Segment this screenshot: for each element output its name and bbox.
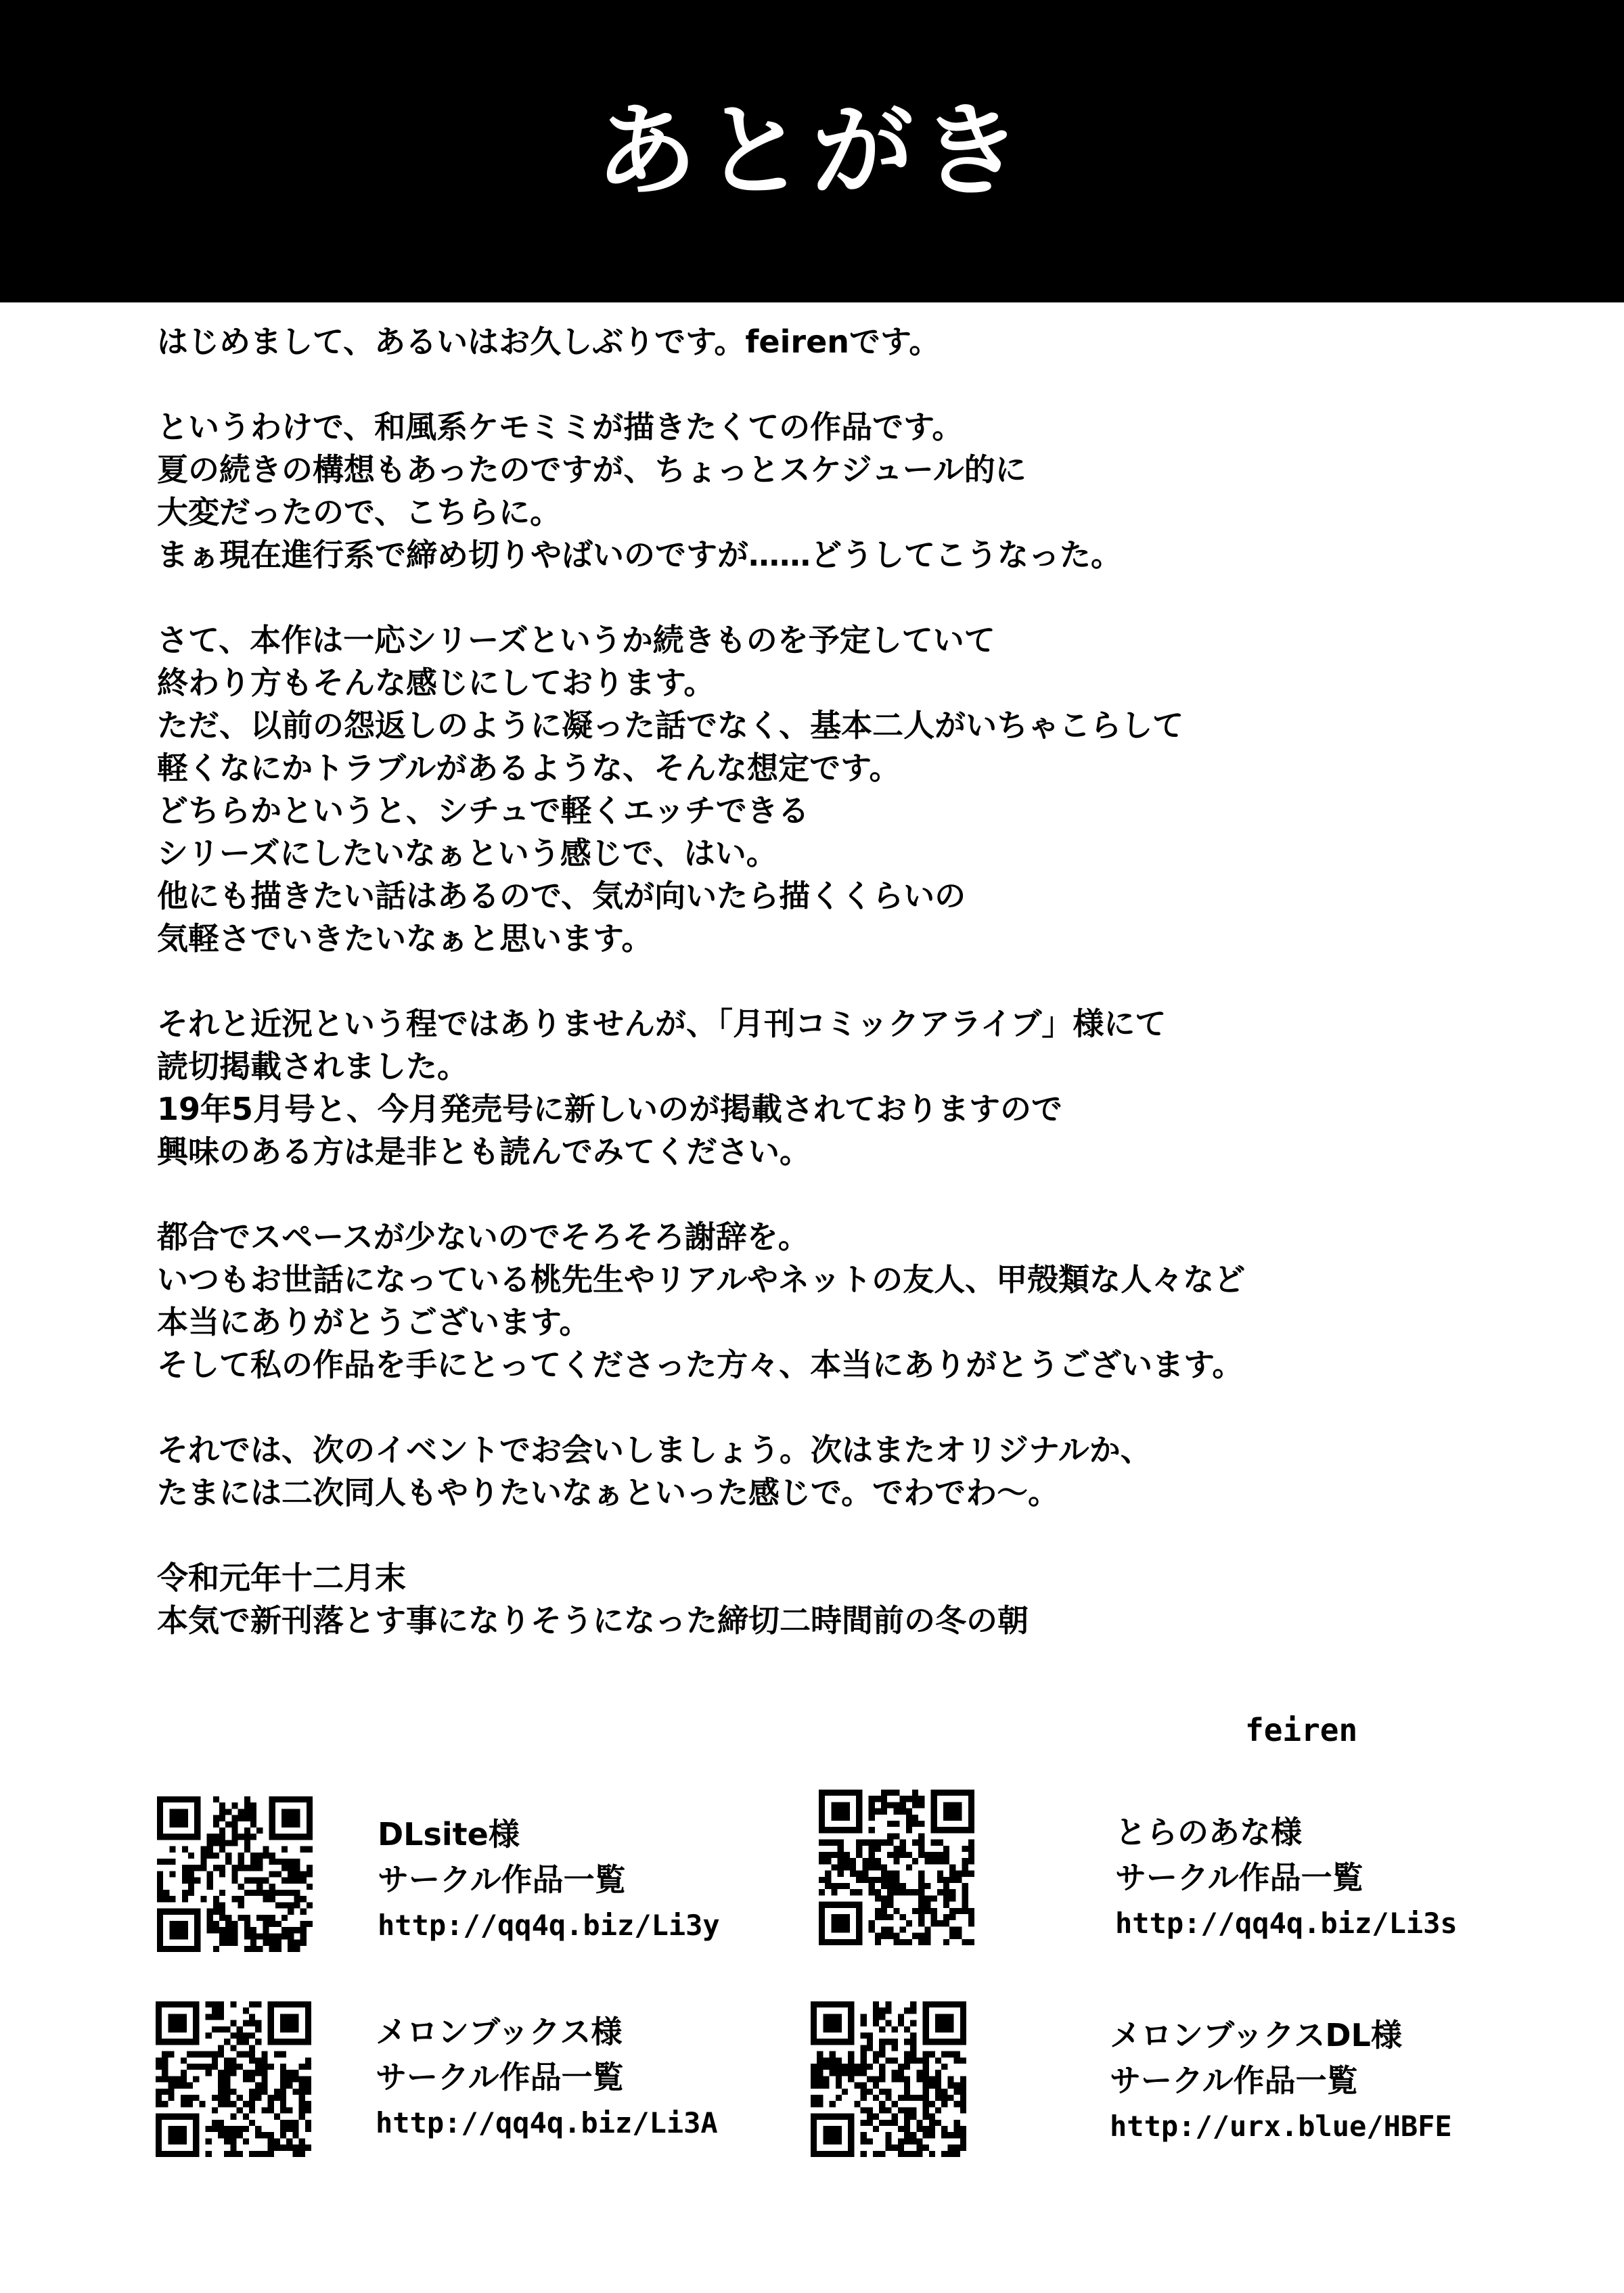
shop-url-link[interactable]: http://qq4q.biz/Li3A [376,2106,718,2139]
text-line: 他にも描きたい話はあるので、気が向いたら描くくらいの [157,878,966,914]
paragraph-dateline [157,1557,1483,1642]
paragraph-closing [157,1429,1483,1514]
paragraph-greeting [157,321,1483,363]
paragraph-series [157,619,1483,960]
qr-code-icon[interactable] [156,2001,311,2157]
text-line: ただ、以前の怨返しのように凝った話でなく、基本二人がいちゃこらして [157,707,1184,744]
shop-name: メロンブックス様 [376,2014,623,2050]
qr-code-icon[interactable] [819,1790,974,1945]
text-line: それでは、次のイベントでお会いしましょう。次はまたオリジナルか、 [157,1432,1152,1468]
shop-list-label: サークル作品一覧 [376,2059,624,2095]
text-line: そして私の作品を手にとってくださった方々、本当にありがとうございます。 [157,1346,1244,1383]
shop-url-link[interactable]: http://urx.blue/HBFE [1110,2110,1452,2143]
author-signature: feiren [1245,1712,1358,1748]
text-line: 軽くなにかトラブルがあるような、そんな想定です。 [157,750,901,786]
text-line: それと近況という程ではありませんが、「月刊コミックアライブ」様にて [157,1005,1167,1042]
paragraph-motivation [157,406,1483,576]
afterword-body [157,321,1483,1642]
text-line: はじめまして、あるいはお久しぶりです。feirenです。 [157,323,941,360]
text-line: 終わり方もそんな感じにしております。 [157,664,715,701]
shop-name: DLsite様 [378,1816,520,1853]
shop-url-link[interactable]: http://qq4q.biz/Li3s [1115,1907,1458,1940]
text-line: 読切掲載されました。 [157,1048,468,1085]
text-line: 都合でスペースが少ないのでそろそろ謝辞を。 [157,1219,809,1255]
shop-list-label: サークル作品一覧 [1110,2062,1358,2099]
shop-list-label: サークル作品一覧 [378,1861,626,1898]
text-line: 気軽さでいきたいなぁと思います。 [157,920,653,957]
text-line: 大変だったので、こちらに。 [157,494,562,530]
text-line: 本気で新刊落とす事になりそうになった締切二時間前の冬の朝 [157,1602,1029,1639]
paragraph-news [157,1003,1483,1173]
shop-list-label: サークル作品一覧 [1115,1859,1363,1896]
shop-melonbooks [376,2010,718,2146]
page-title: あとがき [595,91,1029,210]
text-line: 本当にありがとうございます。 [157,1304,591,1340]
text-line: 令和元年十二月末 [157,1560,406,1596]
text-line: どちらかというと、シチュで軽くエッチできる [157,792,809,829]
qr-code-icon[interactable] [811,2001,966,2157]
shop-dlsite [378,1812,720,1948]
text-line: たまには二次同人もやりたいなぁといった感じで。でわでわ～。 [157,1474,1060,1511]
text-line: 興味のある方は是非とも読んでみてください。 [157,1133,811,1170]
paragraph-thanks [157,1216,1483,1386]
text-line: さて、本作は一応シリーズというか続きものを予定していて [157,622,995,658]
text-line: 夏の続きの構想もあったのですが、ちょっとスケジュール的に [157,451,1027,488]
shop-url-link[interactable]: http://qq4q.biz/Li3y [378,1909,720,1942]
shop-name: メロンブックスDL様 [1110,2017,1402,2053]
header-banner [0,0,1624,302]
shop-name: とらのあな様 [1115,1814,1302,1851]
text-line: まぁ現在進行系で締め切りやばいのですが……どうしてこうなった。 [157,537,1122,573]
shop-melonbooks-dl [1110,2013,1452,2149]
text-line: シリーズにしたいなぁという感じで、はい。 [157,835,777,871]
text-line: 19年5月号と、今月発売号に新しいのが掲載されておりますので [157,1091,1063,1127]
text-line: いつもお世話になっている桃先生やリアルやネットの友人、甲殻類な人々など [157,1261,1246,1298]
qr-code-icon[interactable] [157,1796,313,1952]
shop-toranoana [1115,1810,1458,1946]
text-line: というわけで、和風系ケモミミが描きたくての作品です。 [157,409,964,445]
